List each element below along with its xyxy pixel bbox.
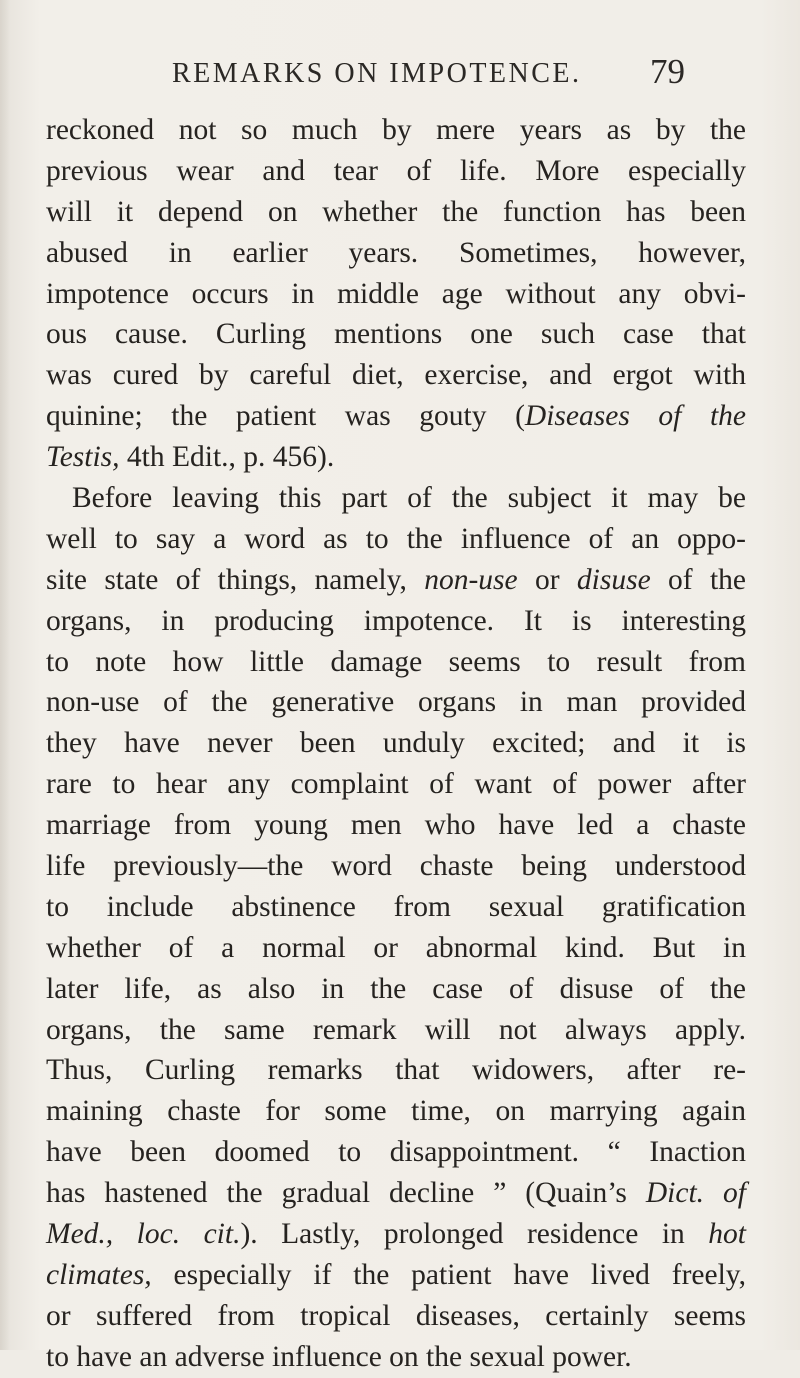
page-gutter-shadow (0, 0, 10, 1350)
text-run: maining chaste for some time, on marrying again (46, 1095, 746, 1128)
text-run: to have an adverse influence on the sexual power. (46, 1340, 632, 1373)
text-line (46, 601, 746, 642)
text-run: to include abstinence from sexual gratification (46, 890, 746, 923)
text-line (46, 478, 746, 519)
text-run: quinine; the patient was gouty ( (46, 400, 525, 433)
text-line (46, 1255, 746, 1296)
text-line (46, 1173, 746, 1214)
text-line (46, 233, 746, 274)
italic-text: Diseases of the (524, 400, 746, 433)
text-line (46, 355, 746, 396)
text-run: to note how little damage seems to result from (46, 645, 746, 678)
text-line (46, 805, 746, 846)
italic-text: climates, (46, 1258, 152, 1291)
text-run: organs, the same remark will not always apply. (46, 1013, 746, 1046)
text-run: ). Lastly, prolonged residence in (240, 1218, 709, 1251)
text-run: will it depend on whether the function has been (46, 195, 746, 228)
text-run: of the (650, 563, 746, 596)
paragraph (46, 110, 746, 478)
text-line (46, 1091, 746, 1132)
text-line (46, 110, 746, 151)
text-run: well to say a word as to the influence of an oppo- (46, 522, 746, 555)
text-run: or suffered from tropical diseases, certainly seems (46, 1299, 746, 1332)
text-run: impotence occurs in middle age without any obvi- (46, 277, 746, 310)
text-run: 4th Edit., p. 456). (119, 441, 335, 474)
text-run: ous cause. Curling mentions one such case that (46, 318, 746, 351)
text-run: life previously—the word chaste being understood (46, 850, 746, 883)
text-line (46, 887, 746, 928)
text-line (46, 274, 746, 315)
italic-text: non-use (424, 563, 518, 596)
text-line (46, 682, 746, 723)
text-run: later life, as also in the case of disuse of the (46, 972, 746, 1005)
text-run: Before leaving this part of the subject it may be (72, 482, 746, 515)
italic-text: disuse (576, 563, 651, 596)
text-line (46, 928, 746, 969)
text-line (46, 846, 746, 887)
text-line (46, 1296, 746, 1337)
page-header (172, 52, 692, 98)
text-line (46, 519, 746, 560)
text-line (46, 1050, 746, 1091)
text-run: whether of a normal or abnormal kind. But in (46, 931, 746, 964)
paragraph (46, 478, 746, 1378)
running-head: REMARKS ON IMPOTENCE. (172, 58, 582, 89)
text-line (46, 642, 746, 683)
text-line (46, 437, 746, 478)
text-line (46, 560, 746, 601)
text-run: site state of things, namely, (46, 563, 425, 596)
italic-text: Med., loc. cit. (46, 1218, 241, 1251)
text-line (46, 396, 746, 437)
text-line (46, 192, 746, 233)
text-line (46, 314, 746, 355)
text-line (46, 1214, 746, 1255)
text-run: organs, in producing impotence. It is interesting (46, 604, 746, 637)
text-run: have been doomed to disappointment. “ Inaction (46, 1136, 746, 1169)
body-text (46, 110, 746, 1378)
text-run: rare to hear any complaint of want of power after (46, 768, 746, 801)
text-run: they have never been unduly excited; and it is (46, 727, 746, 760)
text-run: especially if the patient have lived freely, (151, 1258, 746, 1291)
text-line (46, 151, 746, 192)
text-line (46, 1010, 746, 1051)
text-line (46, 723, 746, 764)
text-run: abused in earlier years. Sometimes, however, (46, 236, 746, 269)
text-run: was cured by careful diet, exercise, and ergot with (46, 359, 746, 392)
text-run: marriage from young men who have led a chaste (46, 809, 746, 842)
text-run: reckoned not so much by mere years as by the (46, 114, 746, 146)
text-run: previous wear and tear of life. More especially (46, 154, 746, 187)
page-number: 79 (650, 52, 685, 91)
text-line (46, 1337, 746, 1378)
italic-text: Testis, (46, 441, 120, 474)
text-run: has hastened the gradual decline ” (Quain’s (46, 1177, 646, 1210)
text-run: or (517, 563, 577, 596)
text-line (46, 1132, 746, 1173)
italic-text: hot (708, 1218, 746, 1251)
text-run: non-use of the generative organs in man provided (46, 686, 746, 719)
text-line (46, 764, 746, 805)
italic-text: Dict. of (645, 1177, 746, 1210)
text-line (46, 969, 746, 1010)
text-run: Thus, Curling remarks that widowers, after re- (46, 1054, 746, 1087)
